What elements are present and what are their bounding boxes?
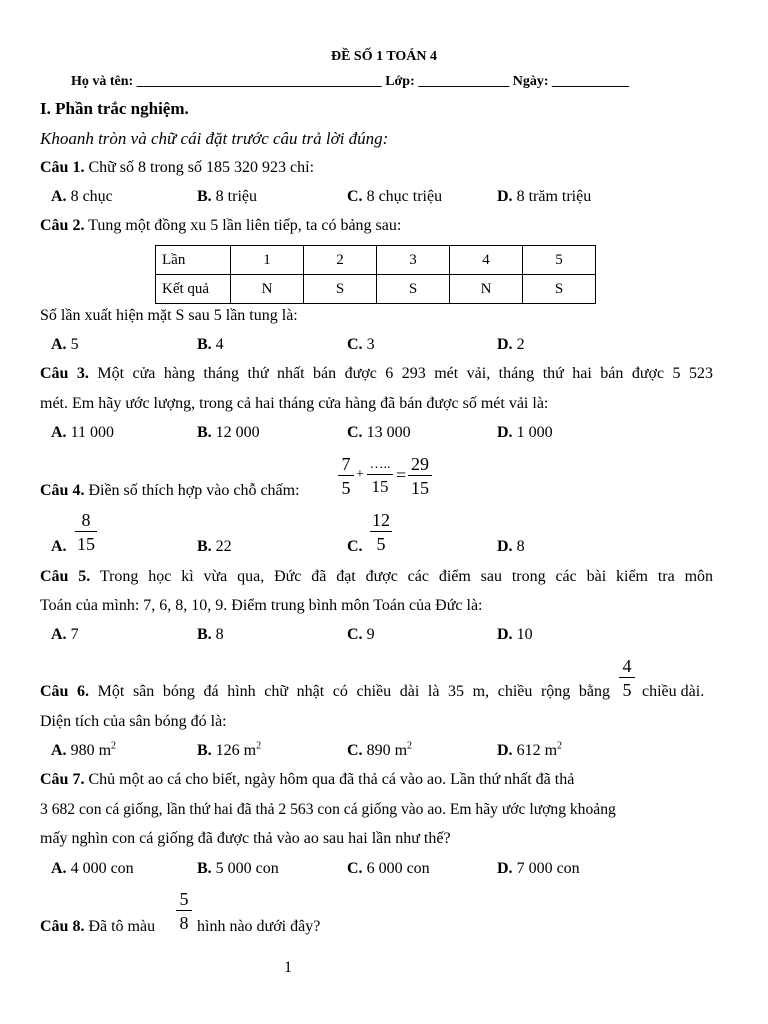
q7-option-d[interactable]: D. 7 000 con [497,860,580,877]
q3-option-b[interactable]: B. 12 000 [197,424,260,441]
q6-option-a[interactable]: A. 980 $m^2$ [51,740,117,759]
question-7-line-1 [40,772,574,788]
question-text: Đã tô màu [88,918,156,935]
page-number: 1 [284,959,292,976]
worksheet-title: ĐỀ SỐ 1 TOÁN 4 [330,49,438,64]
question-label: Câu 6. [40,683,90,700]
q1-option-c[interactable]: C. 8 chục triệu [347,188,443,205]
table-cell: N [231,275,304,304]
question-text: Tung một đồng xu 5 lần liên tiếp, ta có bảng sau: [88,217,402,234]
fraction-29-15: 29 15 [408,455,432,497]
q3-option-d[interactable]: D. 1 000 [497,424,553,441]
question-8 [40,919,155,935]
question-label: Câu 7. [40,771,85,788]
table-cell: 1 [231,246,304,275]
question-label: Câu 2. [40,217,85,234]
question-text: Một sân bóng đá hình chữ nhật có chiều dài là 35 m, chiều rộng bằng [97,683,611,700]
equals-sign: = [396,465,407,485]
question-6-line-2: Diện tích của sân bóng đó là: [40,713,227,730]
question-text: Trong học kì vừa qua, Đức đã đạt được các điểm sau trong các bài kiểm tra môn [99,568,714,585]
question-3-line-2: mét. Em hãy ước lượng, trong cả hai tháng cửa hàng đã bán được số mét vải là: [40,395,549,412]
question-text: Chủ một ao cá cho biết, ngày hôm qua đã thả cá vào ao. Lần thứ nhất đã thả [88,771,575,788]
fraction-7-5: 7 5 [338,455,354,497]
table-cell: 4 [450,246,523,275]
table-row [156,246,596,275]
question-label: Câu 3. [40,365,89,382]
q4-option-c-fraction[interactable]: 12 5 [372,510,390,554]
q2-followup-text: Số lần xuất hiện mặt S sau 5 lần tung là: [40,307,298,324]
class-label: Lớp: [385,74,415,89]
table-cell: 2 [304,246,377,275]
date-label: Ngày: [512,74,549,89]
q3-option-a[interactable]: A. 11 000 [51,424,114,441]
q6-option-d[interactable]: D. 612 $m^2$ [497,740,563,759]
table-cell: S [377,275,450,304]
name-label: Họ và tên: [71,74,134,89]
question-label: Câu 5. [40,568,91,585]
table-cell: S [523,275,596,304]
table-cell: 5 [523,246,596,275]
question-2 [40,218,401,234]
coin-toss-table [155,245,596,304]
q5-option-c[interactable]: C. 9 [347,626,375,643]
q4-option-d[interactable]: D. 8 [497,538,525,555]
q1-option-d[interactable]: D. 8 trăm triệu [497,188,592,205]
q6-option-b[interactable]: B. 126 $m^2$ [197,740,262,759]
question-6-line-1-end: chiều dài. [642,683,705,700]
question-4 [40,483,300,499]
question-5-line-1 [40,569,713,585]
question-label: Câu 1. [40,159,85,176]
question-6-line-1 [40,684,610,700]
fraction-4-5: 4 5 [619,657,635,699]
question-1 [40,160,314,176]
question-text: Một cửa hàng tháng thứ nhất bán được 6 293 mét vải, tháng thứ hai bán được 5 523 [97,365,714,382]
class-blank[interactable]: _____________ [418,74,510,89]
q5-option-d[interactable]: D. 10 [497,626,533,643]
q4-option-a-fraction[interactable]: 8 15 [77,510,95,554]
section-heading: I. Phần trắc nghiệm. [40,99,189,118]
q2-option-b[interactable]: B. 4 [197,336,224,353]
q4-option-b[interactable]: B. 22 [197,538,232,555]
table-cell: Kết quả [156,275,231,304]
q5-option-b[interactable]: B. 8 [197,626,224,643]
question-text: Chữ số 8 trong số 185 320 923 chỉ: [88,159,315,176]
fraction-blank-15[interactable]: ….. 15 [367,455,393,495]
q7-option-b[interactable]: B. 5 000 con [197,860,279,877]
question-8-text-after: hình nào dưới đây? [197,918,321,935]
q7-option-c[interactable]: C. 6 000 con [347,860,430,877]
table-cell: S [304,275,377,304]
question-text: Điền số thích hợp vào chỗ chấm: [88,482,300,499]
table-row [156,275,596,304]
fraction-5-8: 5 8 [176,890,192,932]
name-blank[interactable]: ___________________________________ [136,74,382,89]
question-3-line-1 [40,366,713,382]
question-label: Câu 4. [40,482,85,499]
q3-option-c[interactable]: C. 13 000 [347,424,411,441]
q7-option-a[interactable]: A. 4 000 con [51,860,134,877]
q1-option-a[interactable]: A. 8 chục [51,188,113,205]
q6-option-c[interactable]: C. 890 $m^2$ [347,740,413,759]
plus-sign: + [356,467,364,482]
question-7-line-3: mấy nghìn con cá giống đã được thả vào ao sau hai lần như thế? [40,830,451,847]
question-label: Câu 8. [40,918,85,935]
student-info-line [71,75,629,89]
date-blank[interactable]: ___________ [552,74,630,89]
q4-option-c[interactable]: C. [347,538,363,555]
question-7-line-2: 3 682 con cá giống, lần thứ hai đã thả 2 563 con cá giống vào ao. Em hãy ước lượng khoảng [40,801,616,818]
q2-option-c[interactable]: C. 3 [347,336,375,353]
q5-option-a[interactable]: A. 7 [51,626,79,643]
q2-option-d[interactable]: D. 2 [497,336,525,353]
table-cell: N [450,275,523,304]
q4-option-a[interactable]: A. [51,538,67,555]
instruction-text: Khoanh tròn và chữ cái đặt trước câu trả lời đúng: [40,129,389,148]
question-5-line-2: Toán của mình: 7, 6, 8, 10, 9. Điểm trung bình môn Toán của Đức là: [40,597,483,614]
q2-option-a[interactable]: A. 5 [51,336,79,353]
q1-option-b[interactable]: B. 8 triệu [197,188,257,205]
table-cell: 3 [377,246,450,275]
table-cell: Lần [156,246,231,275]
